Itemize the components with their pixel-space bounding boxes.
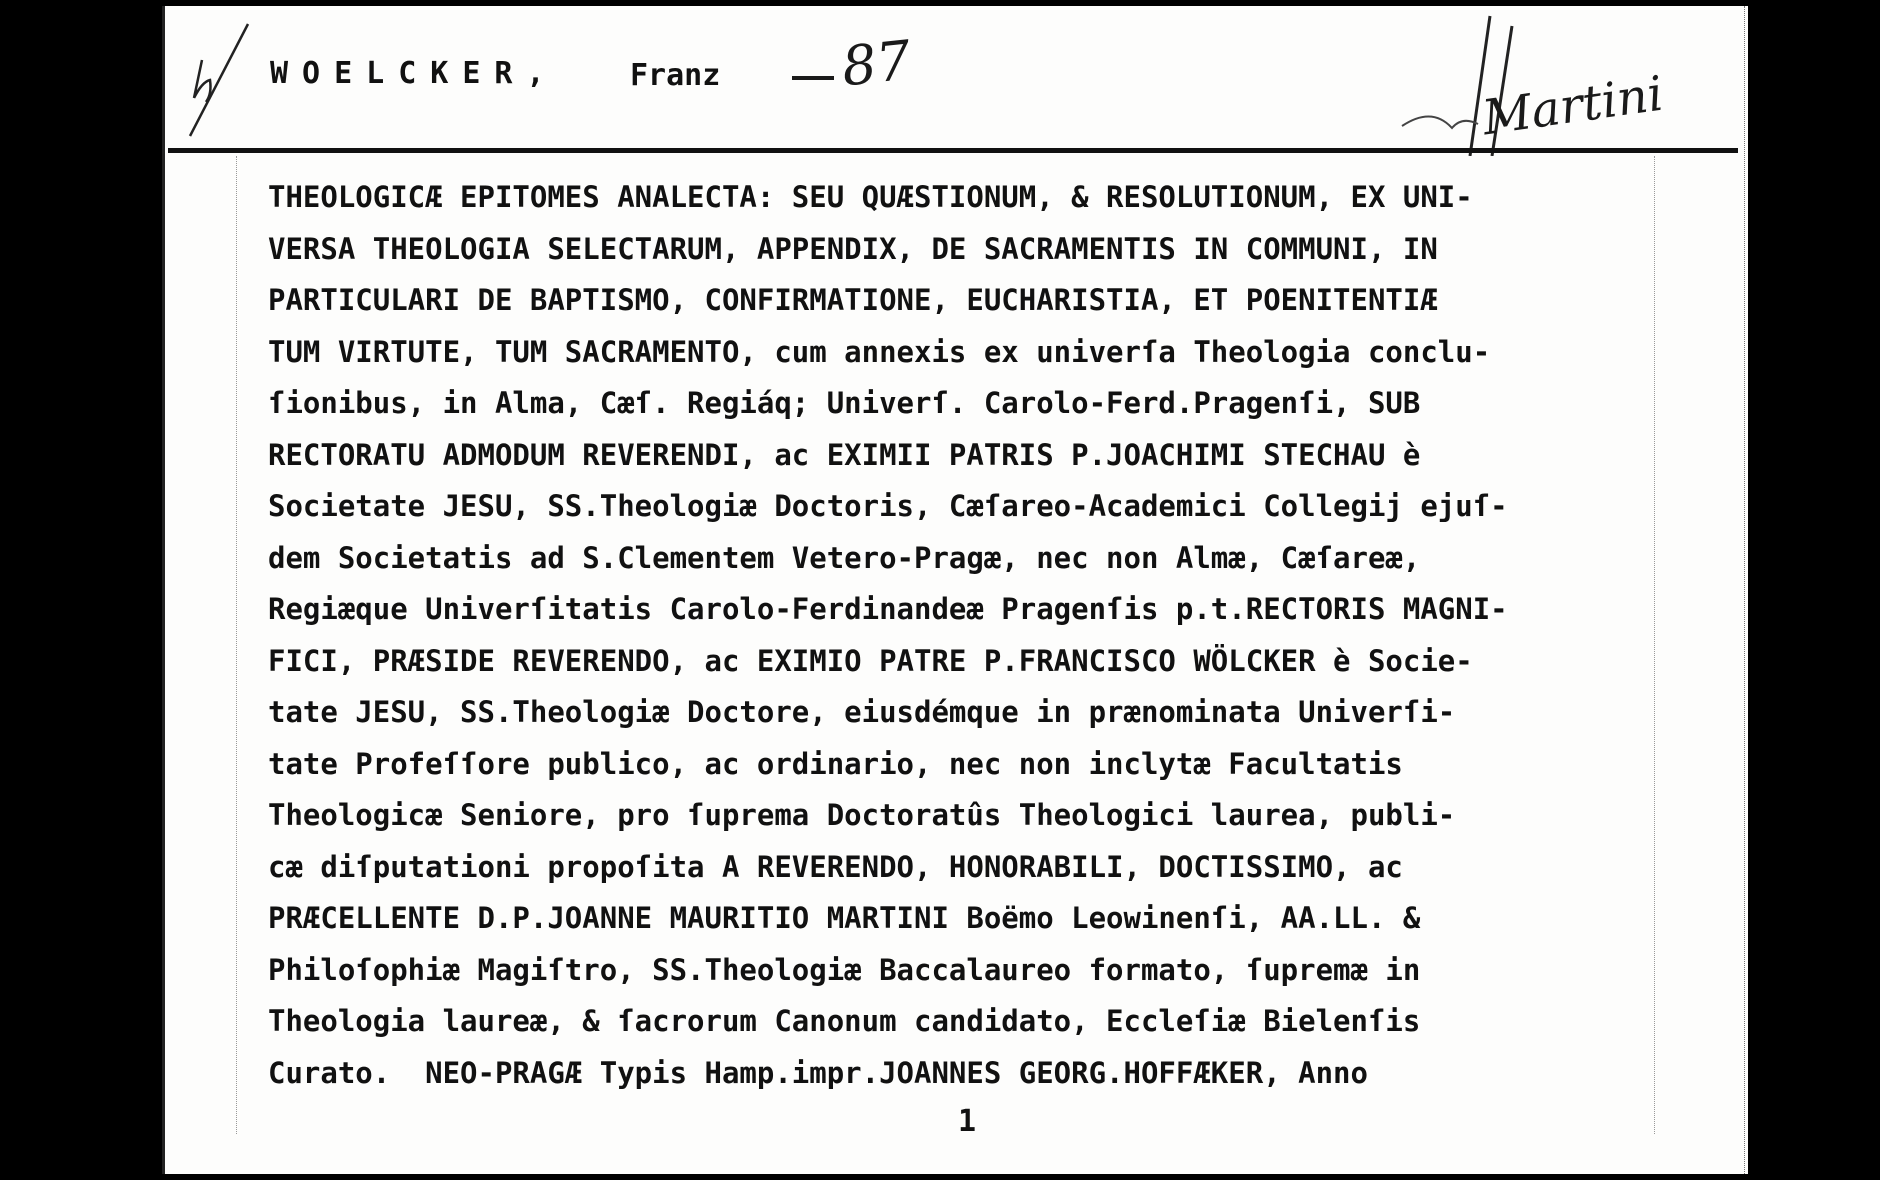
card-left-edge <box>162 6 165 1174</box>
text-line: cæ diſputationi propoſita A REVERENDO, HONORABILI, DOCTISSIMO, ac <box>268 849 1403 884</box>
handwritten-number: 87 <box>838 28 914 99</box>
text-line: dem Societatis ad S.Clementem Vetero-Pragæ, nec non Almæ, Cæſareæ, <box>268 540 1421 575</box>
handwritten-slash-mark-icon <box>188 20 258 140</box>
page-number: 1 <box>958 1104 977 1139</box>
text-line: THEOLOGICÆ EPITOMES ANALECTA: SEU QUÆSTIONUM, & RESOLUTIONUM, EX UNI- <box>268 180 1473 214</box>
text-line: PRÆCELLENTE D.P.JOANNE MAURITIO MARTINI Boëmo Leowinenſi, AA.LL. & <box>268 901 1421 935</box>
text-line: Philoſophiæ Magiſtro, SS.Theologiæ Baccalaureo formato, ſupremæ in <box>268 952 1421 987</box>
text-line: TUM VIRTUTE, TUM SACRAMENTO, cum annexis ex univerſa Theologia conclu- <box>268 334 1491 369</box>
header-divider <box>168 148 1738 153</box>
text-line: PARTICULARI DE BAPTISMO, CONFIRMATIONE, EUCHARISTIA, ET POENITENTIÆ <box>268 283 1438 317</box>
card-right-edge <box>1744 6 1746 1174</box>
text-line: tate JESU, SS.Theologiæ Doctore, eiusdémque in prænominata Univerſi- <box>268 695 1456 729</box>
text-line: FICI, PRÆSIDE REVERENDO, ac EXIMIO PATRE P.FRANCISCO WÖLCKER è Socie- <box>268 643 1473 678</box>
text-line: Theologicæ Seniore, pro ſuprema Doctoratûs Theologici laurea, publi- <box>268 798 1456 832</box>
text-line: RECTORATU ADMODUM REVERENDI, ac EXIMII PATRIS P.JOACHIMI STECHAU è <box>268 437 1421 472</box>
text-line: VERSA THEOLOGIA SELECTARUM, APPENDIX, DE SACRAMENTIS IN COMMUNI, IN <box>268 231 1438 266</box>
catalog-card <box>162 6 1748 1174</box>
text-line: Theologia laureæ, & ſacrorum Canonum candidato, Eccleſiæ Bielenſis <box>268 1004 1421 1038</box>
text-line: Societate JESU, SS.Theologiæ Doctoris, Cæſareo-Academici Collegij ejuſ- <box>268 489 1508 523</box>
text-line: Curato. NEO-PRAGÆ Typis Hamp.impr.JOANNES GEORG.HOFFÆKER, Anno <box>268 1055 1368 1090</box>
handwritten-dash <box>792 76 834 80</box>
card-header <box>162 6 1748 148</box>
text-line: Regiæque Univerſitatis Carolo-Ferdinandeæ Pragenſis p.t.RECTORIS MAGNI- <box>268 592 1508 626</box>
text-line: ſionibus, in Alma, Cæſ. Regiáq; Univerſ. Carolo-Ferd.Pragenſi, SUB <box>268 386 1421 420</box>
author-first-name: Franz <box>630 58 721 93</box>
author-surname: WOELCKER, <box>270 56 559 91</box>
title-transcription <box>268 172 1678 1099</box>
handwritten-name: Martini <box>1478 65 1667 147</box>
text-line: tate Profeſſore publico, ac ordinario, nec non inclytæ Facultatis <box>268 746 1403 781</box>
left-margin-rule <box>236 156 238 1134</box>
